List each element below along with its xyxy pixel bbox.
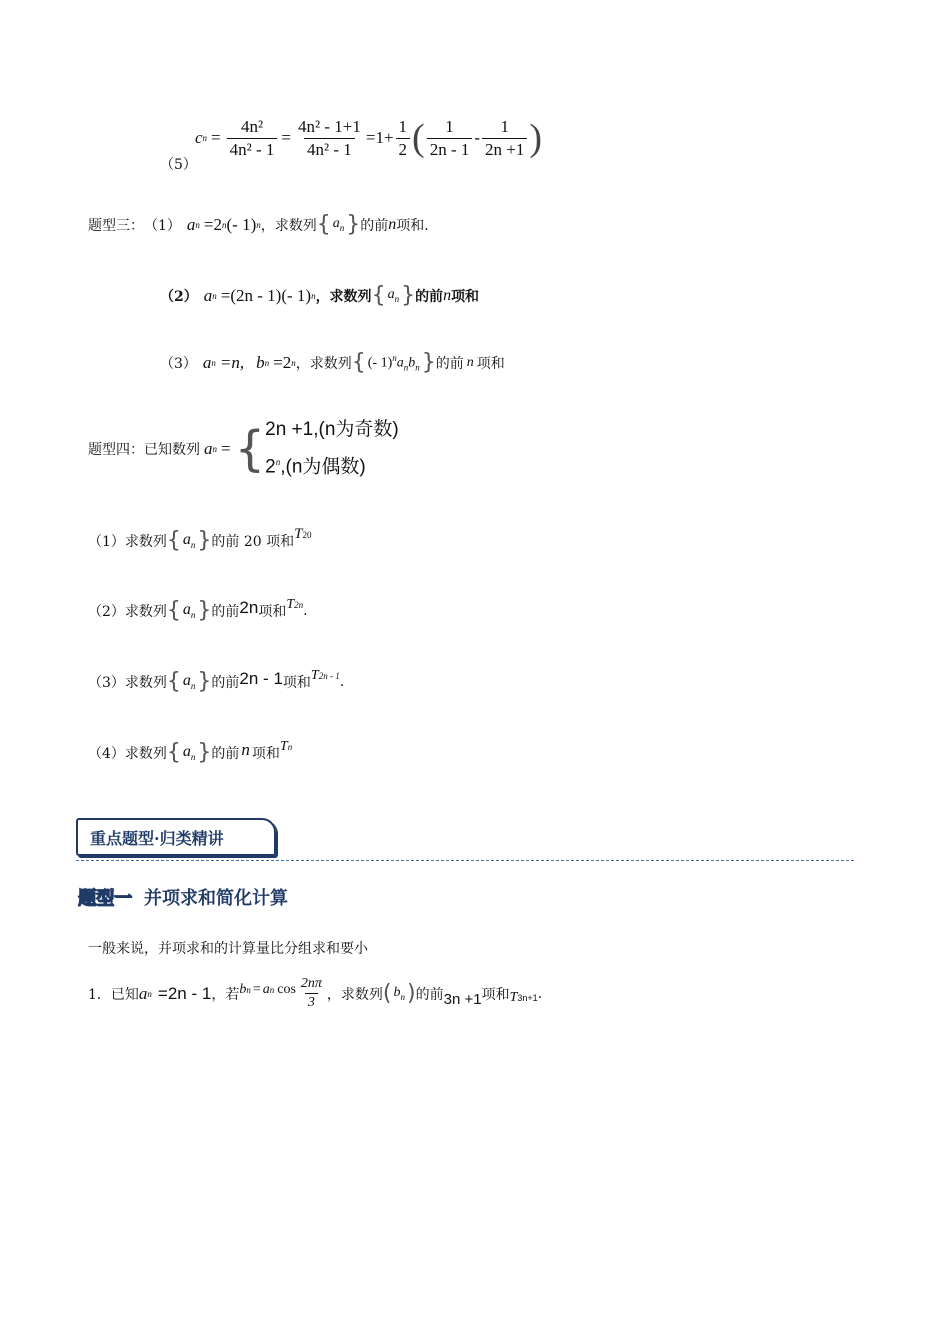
- half-num: 1: [398, 116, 408, 136]
- var: 3n +1: [443, 991, 482, 1008]
- T-sub: 20: [302, 529, 312, 540]
- type3-q3: [160, 350, 505, 375]
- set-sub: n: [339, 222, 345, 233]
- frac-num: 2nπ: [300, 976, 322, 991]
- rparen: ): [529, 117, 543, 159]
- set: { $a_n$ }: [166, 740, 212, 765]
- type4-q1: [88, 528, 311, 553]
- t2-num: 1: [500, 116, 509, 136]
- c-var: c: [195, 128, 203, 147]
- text2: 的前: [435, 355, 464, 372]
- text1: ，求数列: [260, 217, 317, 234]
- type4-title: 题型四：已知数列: [88, 441, 200, 458]
- sub-n: n: [202, 133, 208, 143]
- q-label: （2）求数列: [88, 603, 167, 620]
- T-sub: 2n: [294, 599, 304, 610]
- topic-title: 并项求和简化计算: [144, 888, 288, 909]
- cos: cos: [277, 981, 296, 997]
- frac2: [295, 117, 364, 160]
- t2-den: 2n +1: [482, 138, 527, 160]
- var: 2n: [239, 597, 259, 617]
- var: n: [443, 286, 452, 304]
- frac1-num: 4n²: [240, 116, 264, 136]
- set-a: a: [182, 600, 191, 618]
- set-neg: (- 1): [367, 355, 393, 371]
- set-sub: n: [190, 540, 196, 551]
- T-sub: 3n+1: [517, 992, 538, 1003]
- q-text2: 项和: [251, 745, 280, 762]
- item5-formula: [195, 116, 542, 160]
- sub: n: [415, 362, 420, 373]
- q-text2: 项和: [258, 603, 287, 620]
- eq: =2n - 1: [157, 983, 212, 1003]
- q-label: （3）求数列: [88, 674, 167, 691]
- T-var: T: [294, 526, 303, 542]
- t1-den: 2n - 1: [427, 138, 473, 160]
- sub: n: [269, 984, 275, 995]
- set-b: b: [408, 355, 416, 371]
- ex-label: 1．已知: [88, 986, 139, 1003]
- sub: n: [147, 988, 152, 999]
- text1: ，若: [211, 986, 240, 1003]
- intro-text: 一般来说，并项求和的计算量比分组求和要小: [88, 941, 368, 957]
- eq: =: [211, 128, 221, 147]
- q1-label: （1）: [144, 217, 181, 234]
- eq-one-plus: =1+: [365, 128, 394, 147]
- text3: 项和.: [396, 217, 429, 234]
- sub: n: [403, 362, 409, 373]
- frac1: [227, 117, 278, 160]
- case2-base: 2: [265, 456, 276, 478]
- case2-sup: n: [275, 457, 281, 467]
- text4: 项和: [481, 986, 510, 1003]
- case1: 2n +1,(n为奇数): [265, 419, 399, 440]
- sup: n: [222, 219, 227, 230]
- T-var: T: [279, 738, 288, 754]
- eq2: =2: [273, 352, 292, 372]
- q-text: 的前: [211, 674, 240, 691]
- set-a: a: [182, 671, 191, 689]
- sub: n: [264, 357, 270, 368]
- a-var: a: [203, 285, 213, 305]
- set-sub: n: [394, 293, 400, 304]
- lparen: (: [412, 117, 425, 159]
- a-var: a: [262, 981, 270, 997]
- q2-label: （2）: [160, 288, 198, 305]
- topic-heading: [78, 884, 288, 910]
- set-b: b: [393, 985, 401, 1001]
- sup2: n: [256, 219, 261, 230]
- b-var: b: [256, 352, 265, 372]
- eq: =: [281, 128, 291, 147]
- q-text: 的前: [211, 603, 240, 620]
- text3: 项和: [451, 288, 480, 305]
- set-sub: n: [190, 681, 196, 692]
- a-var: a: [204, 438, 213, 458]
- set-a: a: [182, 530, 191, 548]
- set-a: a: [387, 287, 395, 303]
- var: n: [466, 354, 474, 370]
- set-sup: n: [392, 352, 397, 363]
- type3-q1: [88, 212, 429, 237]
- set-sub: n: [400, 991, 406, 1002]
- type4-def: [88, 414, 399, 483]
- eq: =: [221, 438, 231, 458]
- set-a: a: [396, 355, 404, 371]
- section-label: 重点题型·归类精讲: [76, 818, 276, 856]
- type4-q4: [88, 740, 292, 765]
- var: 2n - 1: [239, 668, 283, 688]
- q3-label: （3）: [160, 355, 197, 372]
- ex-frac: [298, 976, 325, 1011]
- case2-cond: ,(n为偶数): [280, 456, 366, 478]
- type4-q3: [88, 669, 344, 694]
- minus: -: [474, 128, 481, 147]
- end: .: [537, 985, 543, 1002]
- a-var: a: [186, 214, 196, 234]
- text2: 的前: [415, 288, 444, 305]
- set: { $a_n$ }: [166, 598, 212, 623]
- a-var: a: [138, 983, 148, 1003]
- set: { $a_n$ }: [371, 283, 416, 308]
- example-1: [88, 976, 542, 1011]
- q-label: （1）求数列: [88, 533, 167, 550]
- type3-title: 题型三：: [88, 217, 144, 234]
- q-text2: 项和: [282, 674, 311, 691]
- sub: n: [195, 219, 200, 230]
- cases: { 2n +1,(n为奇数) 2$^n$,(n为偶数): [235, 414, 399, 483]
- frac-half: [396, 117, 411, 160]
- set-a: a: [182, 742, 191, 760]
- text3: 的前: [415, 986, 444, 1003]
- text2: ，求数列: [326, 986, 383, 1003]
- eq1: =n,: [219, 352, 245, 372]
- half-den: 2: [396, 138, 411, 160]
- a-var: a: [202, 352, 212, 372]
- q-text: 的前 20 项和: [211, 533, 295, 550]
- topic-tag: 题型一: [78, 888, 132, 909]
- frac-t2: [482, 117, 527, 160]
- set: { $a_n$ }: [316, 212, 361, 237]
- sub: n: [246, 984, 251, 995]
- T-var: T: [509, 989, 518, 1005]
- end: .: [303, 602, 308, 619]
- sub: n: [212, 290, 217, 301]
- set: ( $b_n$ ): [382, 981, 416, 1006]
- var: n: [388, 215, 397, 233]
- sup: n: [311, 290, 316, 301]
- q-label: （4）求数列: [88, 745, 167, 762]
- frac2-num: 4n² - 1+1: [298, 116, 361, 136]
- text3: 项和: [476, 355, 505, 372]
- T-var: T: [286, 596, 295, 612]
- set: { $a_n$ }: [166, 528, 212, 553]
- sup: n: [291, 357, 296, 368]
- case2: [265, 446, 399, 483]
- rhs: =(2n - 1)(- 1): [220, 285, 312, 305]
- b-var: b: [239, 981, 247, 997]
- frac-den: 3: [305, 993, 318, 1011]
- set: { $a_n$ }: [166, 669, 212, 694]
- section-divider: [76, 860, 854, 861]
- sub: n: [211, 357, 216, 368]
- text1: ，求数列: [295, 355, 352, 372]
- T-sub: 2n - 1: [318, 670, 340, 681]
- sub: n: [212, 443, 217, 454]
- set-a: a: [332, 216, 340, 232]
- T-sub: n: [287, 741, 293, 752]
- text2: 的前: [360, 217, 389, 234]
- frac-t1: [427, 117, 473, 160]
- rhs2: (- 1): [226, 214, 257, 234]
- type3-q2: [160, 283, 479, 308]
- item5-label: （5）: [160, 157, 197, 173]
- q-text: 的前: [211, 745, 240, 762]
- text1: ，求数列: [315, 288, 372, 305]
- frac2-den: 4n² - 1: [304, 138, 355, 160]
- T-var: T: [310, 667, 319, 683]
- var: n: [241, 739, 250, 759]
- set: { (- $1)^na_nb_n$ }: [351, 350, 436, 375]
- end: .: [339, 673, 345, 690]
- frac1-den: 4n² - 1: [227, 138, 278, 160]
- t1-num: 1: [445, 116, 454, 136]
- set-sub: n: [190, 610, 196, 621]
- type4-q2: [88, 598, 308, 623]
- rhs: =2: [203, 214, 223, 234]
- eq2: =: [252, 981, 261, 997]
- set-sub: n: [190, 752, 196, 763]
